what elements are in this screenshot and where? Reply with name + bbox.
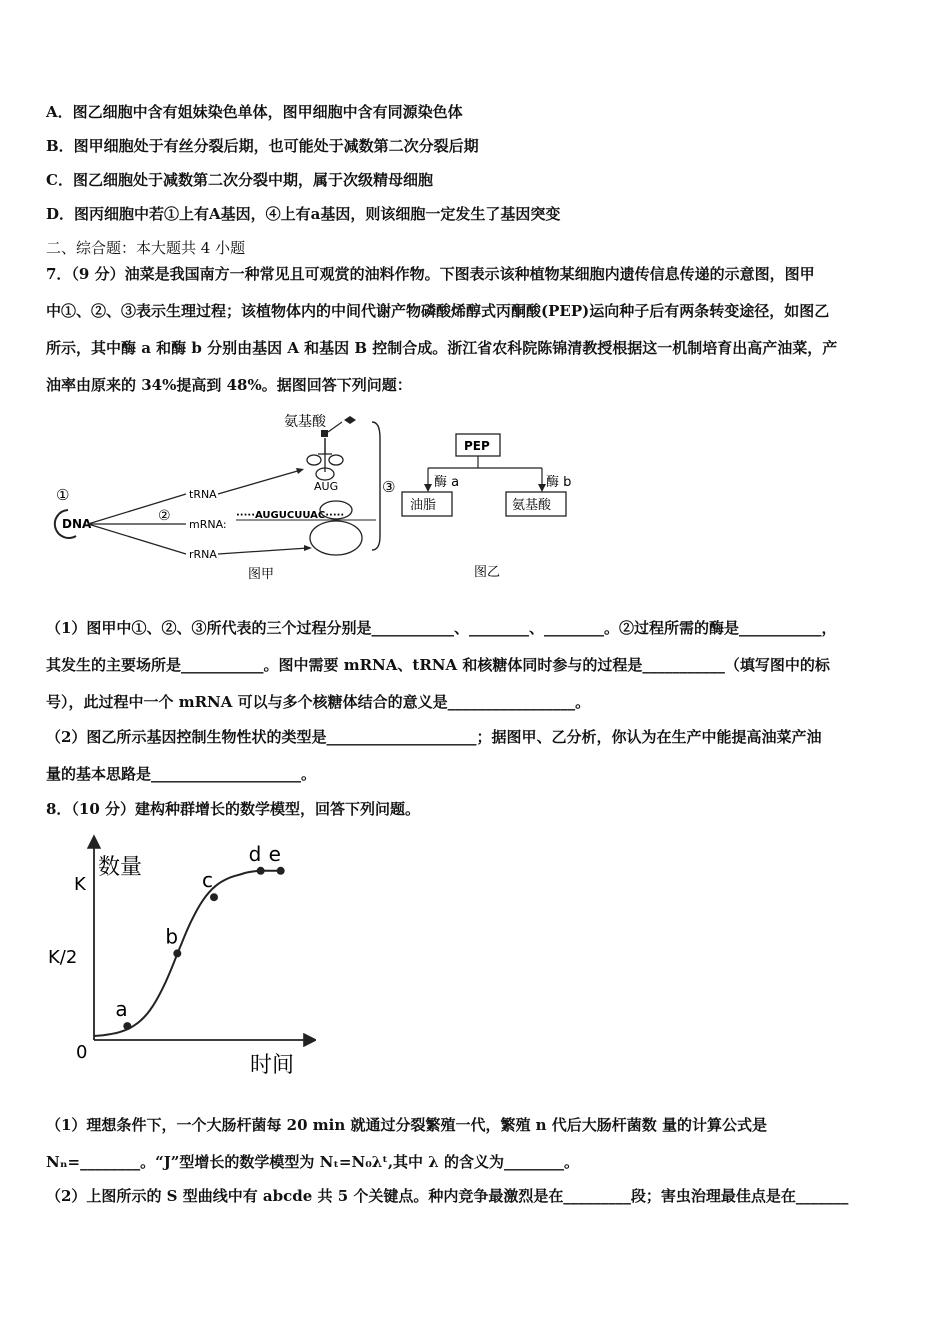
trna-cloverleaf-icon bbox=[307, 454, 343, 480]
ribosome-large-subunit-icon bbox=[310, 521, 362, 555]
figure-jia bbox=[46, 408, 396, 588]
option-b: B．图甲细胞处于有丝分裂后期，也可能处于减数第二次分裂后期 bbox=[46, 137, 479, 155]
q7-stem-line2: 中①、②、③表示生理过程；该植物体内的中间代谢产物磷酸烯醇式丙酮酸(PEP)运向种子后有两条转变途径，如图乙 bbox=[46, 302, 830, 320]
fig-jia-dna: DNA bbox=[62, 517, 92, 531]
point-label-e: e bbox=[268, 841, 281, 866]
figure-yi bbox=[396, 420, 586, 585]
fig-jia-process1: ① bbox=[56, 486, 70, 504]
s-curve-chart bbox=[46, 828, 316, 1084]
fig-yi-caption: 图乙 bbox=[474, 565, 501, 580]
y-tick-k-half: K/2 bbox=[48, 947, 78, 968]
point-label-a: a bbox=[115, 997, 128, 1022]
q7-sub1-line3: 号），此过程中一个 mRNA 可以与多个核糖体结合的意义是_________________。 bbox=[46, 693, 591, 711]
fig-jia-aug: AUG bbox=[314, 480, 339, 493]
point-e bbox=[277, 867, 285, 875]
q8-sub1-line2: Nₙ=________。“J”型增长的数学模型为 Nₜ=N₀λᵗ,其中 λ 的含义为________。 bbox=[46, 1153, 580, 1171]
q8-sub1-line1: （1）理想条件下，一个大肠杆菌每 20 min 就通过分裂繁殖一代，繁殖 n 代后大肠杆菌数 量的计算公式是 bbox=[46, 1116, 768, 1134]
fig-jia-amino-label: 氨基酸 bbox=[284, 414, 326, 430]
fig-jia-process3: ③ bbox=[382, 478, 396, 496]
point-a bbox=[123, 1022, 131, 1030]
q8-title: 8．（10 分）建构种群增长的数学模型，回答下列问题。 bbox=[46, 800, 421, 818]
x-axis-label: 时间 bbox=[250, 1053, 295, 1078]
point-c bbox=[210, 893, 218, 901]
y-axis-label: 数量 bbox=[98, 855, 143, 880]
q8-sub2-line1: （2）上图所示的 S 型曲线中有 abcde 共 5 个关键点。种内竞争最激烈是在_________段；害虫治理最佳点是在_______ bbox=[46, 1187, 849, 1205]
q7-stem-line1: 7．（9 分）油菜是我国南方一种常见且可观赏的油料作物。下图表示该种植物某细胞内遗传信息传递的示意图，图甲 bbox=[46, 265, 815, 283]
point-label-d: d bbox=[248, 841, 262, 866]
fig-yi-enzyme-b: 酶 b bbox=[546, 475, 572, 490]
q7-sub2-line2: 量的基本思路是____________________。 bbox=[46, 765, 317, 783]
q7-sub2-line1: （2）图乙所示基因控制生物性状的类型是____________________；据图甲、乙分析，你认为在生产中能提高油菜产油 bbox=[46, 728, 822, 746]
y-tick-0: 0 bbox=[76, 1042, 88, 1063]
q7-sub1-line2: 其发生的主要场所是___________。图中需要 mRNA、tRNA 和核糖体同时参与的过程是___________（填写图中的标 bbox=[46, 656, 830, 674]
fig-yi-pep: PEP bbox=[464, 439, 490, 453]
fig-jia-caption: 图甲 bbox=[248, 567, 275, 582]
point-b bbox=[173, 949, 181, 957]
option-c: C．图乙细胞处于减数第二次分裂中期，属于次级精母细胞 bbox=[46, 171, 433, 189]
option-d: D．图丙细胞中若①上有A基因，④上有a基因，则该细胞一定发生了基因突变 bbox=[46, 205, 561, 223]
fig-jia-trna: tRNA bbox=[189, 488, 217, 501]
q7-sub1-line1: （1）图甲中①、②、③所代表的三个过程分别是___________、________、________。②过程所需的酶是___________， bbox=[46, 619, 837, 637]
point-d bbox=[257, 867, 265, 875]
fig-yi-enzyme-a: 酶 a bbox=[434, 475, 460, 490]
y-tick-k: K bbox=[74, 874, 86, 895]
point-label-c: c bbox=[202, 868, 213, 893]
amino-square-icon bbox=[321, 430, 328, 437]
option-a: A．图乙细胞中含有姐妹染色单体，图甲细胞中含有同源染色体 bbox=[46, 103, 463, 121]
point-label-b: b bbox=[165, 924, 179, 949]
fig-yi-oil: 油脂 bbox=[410, 498, 437, 513]
fig-jia-mrna: mRNA: bbox=[189, 518, 227, 531]
q7-stem-line4: 油率由原来的 34%提高到 48%。据图回答下列问题： bbox=[46, 376, 412, 394]
section-heading: 二、综合题：本大题共 4 小题 bbox=[46, 239, 246, 257]
fig-jia-rrna: rRNA bbox=[189, 548, 217, 561]
fig-jia-sequence: ·····AUGUCUUAC····· bbox=[236, 510, 345, 521]
amino-diamond-icon bbox=[344, 416, 356, 424]
fig-jia-process2: ② bbox=[158, 508, 171, 524]
q7-stem-line3: 所示，其中酶 a 和酶 b 分别由基因 A 和基因 B 控制合成。浙江省农科院陈锦清教授根据这一机制培育出高产油菜，产 bbox=[46, 339, 838, 357]
fig-yi-amino: 氨基酸 bbox=[512, 498, 552, 513]
